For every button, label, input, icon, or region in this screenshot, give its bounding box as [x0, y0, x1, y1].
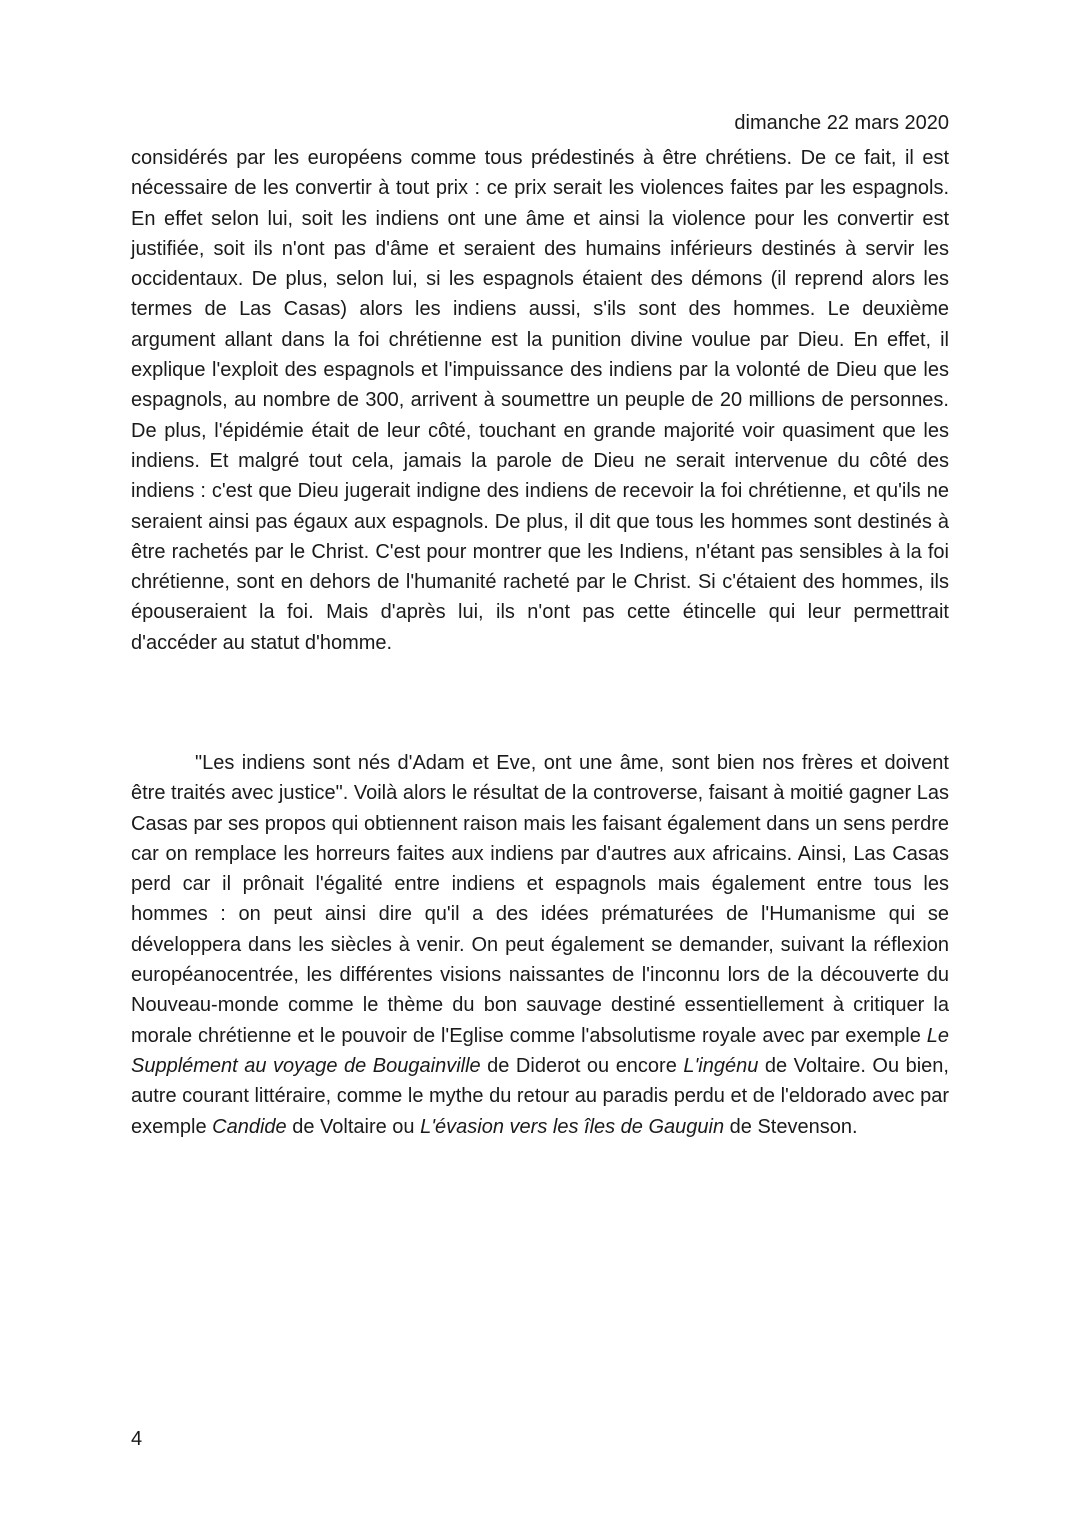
book-title-candide: Candide: [212, 1115, 287, 1138]
page-number: 4: [131, 1428, 143, 1450]
paragraph-2-text-1: "Les indiens sont nés d'Adam et Eve, ont une âme, sont bien nos frères et doivent être traités avec justice". Voilà alors le résultat de la controverse, faisant à moitié gagner Las Casas par ses propos qui obtiennent raison mais les faisant également dans un sens perdre car on remplace les horreurs faites aux indiens par d'autres aux africains. Ainsi, Las Casas perd car il prônait l'égalité entre indiens et espagnols mais également entre tous les hommes : on peut ainsi dire qu'il a des idées prématurées de l'Humanisme qui se développera dans les siècles à venir. On peut également se demander, suivant la réflexion européanocentrée, les différentes visions naissantes de l'inconnu lors de la découverte du Nouveau-monde comme le thème du bon sauvage destiné essentiellement à critiquer la morale chrétienne et le pouvoir de l'Eglise comme l'absolutisme royale avec par exemple: [131, 752, 949, 1047]
book-title-evasion: L'évasion vers les îles de Gauguin: [420, 1115, 725, 1138]
paragraph-2-text-5: de Stevenson.: [724, 1115, 858, 1138]
book-title-supplement: Le Supplément au voyage de Bougainville: [131, 1024, 949, 1077]
paragraph-2-text-4: de Voltaire ou: [286, 1115, 421, 1138]
book-title-ingenu: L'ingénu: [683, 1054, 759, 1077]
paragraph-2-text-2: de Diderot ou encore: [480, 1054, 684, 1077]
header-date: dimanche 22 mars 2020: [734, 112, 949, 134]
paragraph-2-text-3: de Voltaire. Ou bien, autre courant littéraire, comme le mythe du retour au paradis perdu et de l'eldorado avec par exemple: [131, 1054, 949, 1138]
body-paragraph-1: considérés par les européens comme tous prédestinés à être chrétiens. De ce fait, il est nécessaire de les convertir à tout prix : ce prix serait les violences faites par les espagnols. En effet selon lui, soit les indiens ont une âme et ainsi la violence pour les convertir est justifiée, soit ils n'ont pas d'âme et seraient des humains inférieurs destinés à servir les occidentaux. De plus, selon lui, si les espagnols étaient des démons (il reprend alors les termes de Las Casas) alors les indiens aussi, s'ils sont des hommes. Le deuxième argument allant dans la foi chrétienne est la punition divine voulue par Dieu. En effet, il explique l'exploit des espagnols et l'impuissance des indiens par la volonté de Dieu que les espagnols, au nombre de 300, arrivent à soumettre un peuple de 20 millions de personnes. De plus, l'épidémie était de leur côté, touchant en grande majorité voir quasiment que les indiens. Et malgré tout cela, jamais la parole de Dieu ne serait intervenue du côté des indiens : c'est que Dieu jugerait indigne des indiens de recevoir la foi chrétienne, et qu'ils ne seraient ainsi pas égaux aux espagnols. De plus, il dit que tous les hommes sont destinés à être rachetés par le Christ. C'est pour montrer que les Indiens, n'étant pas sensibles à la foi chrétienne, sont en dehors de l'humanité racheté par le Christ. Si c'étaient des hommes, ils épouseraient la foi. Mais d'après lui, ils n'ont pas cette étincelle qui leur permettrait d'accéder au statut d'homme.: [131, 147, 949, 654]
body-paragraph-2: [131, 748, 949, 1142]
